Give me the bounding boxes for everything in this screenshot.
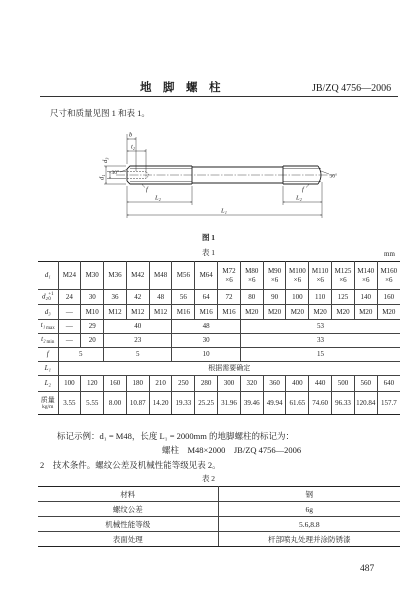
cell-line: M110 [311, 267, 329, 276]
table-cell [81, 290, 104, 305]
table-cell [81, 376, 104, 392]
table-cell [309, 376, 332, 392]
cell-line: 56 [179, 292, 187, 301]
cell-line: 640 [383, 379, 395, 388]
cell-line: — [65, 322, 73, 331]
cell-line: M48 [153, 271, 168, 280]
table-cell [58, 376, 81, 392]
table-cell [240, 320, 400, 334]
cell-line: M16 [176, 307, 190, 316]
cell-line: 42 [134, 292, 142, 301]
table2-item: 材料 [38, 487, 218, 502]
row-label-subscript: min [46, 339, 55, 345]
row-label-d3 [38, 305, 58, 320]
cell-line: 64 [202, 292, 210, 301]
cell-line: M20 [290, 307, 304, 316]
table-cell [172, 262, 195, 290]
row-label-text: f [46, 350, 49, 359]
table-row-f [38, 348, 400, 362]
table-cell [263, 305, 286, 320]
cell-line: ×6 [225, 275, 233, 284]
table-cell [81, 320, 104, 334]
cell-line: M20 [267, 307, 282, 316]
table-cell [286, 392, 309, 415]
table-row [38, 487, 400, 502]
cell-line: M80 [245, 267, 259, 276]
cell-line: 180 [132, 379, 144, 388]
table-cell [309, 305, 332, 320]
row-label-text: d₂ [41, 292, 48, 301]
table1-caption: 表 1 [201, 248, 216, 257]
table-cell [354, 290, 377, 305]
cell-line: 25.25 [198, 398, 215, 407]
cell-line: 140 [360, 292, 371, 301]
cell-line: 10 [202, 350, 210, 359]
table-cell [240, 334, 400, 348]
table-cell [104, 392, 127, 415]
cell-line: 5.55 [86, 398, 99, 407]
cell-line: 39.46 [243, 398, 260, 407]
row-label-mass [38, 392, 58, 415]
cell-line: M12 [131, 307, 145, 316]
cell-line: M36 [108, 271, 122, 280]
table-cell [58, 305, 81, 320]
label-b: b [129, 131, 133, 139]
table-cell [286, 262, 309, 290]
table-cell [81, 334, 104, 348]
table-row-t1max [38, 320, 400, 334]
cell-line: 5 [79, 350, 83, 359]
cell-line: 280 [200, 379, 212, 388]
table-cell [172, 376, 195, 392]
table2-value: 6g [218, 502, 400, 517]
cell-line: M140 [357, 267, 375, 276]
table-cell [126, 262, 149, 290]
top-extension-lines [127, 131, 146, 171]
cell-line: M56 [176, 271, 190, 280]
cell-line: 14.20 [152, 398, 169, 407]
table-cell [377, 376, 400, 392]
dimension-table-body [38, 262, 400, 415]
table-row-t2min [38, 334, 400, 348]
table-cell [195, 290, 218, 305]
cell-line: 100 [64, 379, 75, 388]
cell-line: M90 [267, 267, 282, 276]
table-row-d2 [38, 290, 400, 305]
cell-line: ×6 [316, 275, 324, 284]
left-runout-leader [142, 185, 145, 188]
table-cell [104, 376, 127, 392]
cell-line: 300 [223, 379, 235, 388]
cell-line: 400 [292, 379, 303, 388]
cell-line: 74.60 [312, 398, 329, 407]
table-cell [58, 348, 104, 362]
table-cell [195, 305, 218, 320]
table-cell [104, 262, 127, 290]
table-cell [263, 262, 286, 290]
table-cell [332, 305, 355, 320]
table2-value: 5.6,8.8 [218, 517, 400, 532]
table-cell [377, 305, 400, 320]
label-angle-right: 30° [329, 173, 338, 180]
cell-line: M64 [199, 271, 213, 280]
cell-line: M42 [131, 271, 145, 280]
table-cell [240, 290, 263, 305]
cell-line: 3.55 [63, 398, 76, 407]
cell-line: M20 [336, 307, 350, 316]
table-cell [58, 334, 81, 348]
cell-line: 31.96 [221, 398, 237, 407]
table2-value: 杆部喷丸处理并涂防锈漆 [218, 532, 400, 547]
table-row [38, 517, 400, 532]
table-cell [218, 392, 241, 415]
label-d3: d₃ [102, 157, 109, 163]
table-cell [286, 376, 309, 392]
cell-line: M20 [313, 307, 327, 316]
table-cell [377, 392, 400, 415]
cell-line: M20 [382, 307, 396, 316]
cell-line: 48 [202, 322, 210, 331]
cell-line: 61.65 [289, 398, 306, 407]
cell-line: ×6 [293, 275, 302, 284]
cell-line: 80 [248, 292, 256, 301]
cell-line: M16 [199, 307, 213, 316]
table2-item: 表面处理 [38, 532, 218, 547]
label-t2: t₂ [131, 143, 136, 151]
cell-line: 560 [360, 379, 371, 388]
table-row [38, 532, 400, 547]
table-row-L1 [38, 362, 400, 376]
cell-line: ×6 [385, 275, 393, 284]
table-cell [263, 376, 286, 392]
cell-line: M24 [62, 271, 77, 280]
intro-text: 尺寸和质量见图 1 和表 1。 [50, 108, 150, 118]
table-cell [58, 290, 81, 305]
cell-line: 30 [88, 292, 96, 301]
table-cell [218, 305, 241, 320]
cell-line: 10.87 [129, 398, 146, 407]
table-cell [354, 305, 377, 320]
table-cell [149, 392, 172, 415]
cell-line: M30 [85, 271, 99, 280]
row-label-d1 [38, 262, 58, 290]
table-cell [286, 290, 309, 305]
cell-line: 53 [316, 322, 324, 331]
row-label-subscript: max [46, 325, 55, 331]
row-label-text: t₁ [40, 321, 46, 330]
table-cell [58, 320, 81, 334]
figure-caption: 图 1 [201, 233, 216, 242]
row-label-L1 [38, 362, 58, 376]
header-rule [40, 96, 398, 97]
table-row-mass [38, 392, 400, 415]
cell-line: 48 [157, 292, 165, 301]
cell-line: M12 [108, 307, 122, 316]
table-cell [195, 392, 218, 415]
table-cell [309, 262, 332, 290]
page-number: 487 [360, 564, 375, 574]
section-2-text: 2 技术条件。螺纹公差及机械性能等级见表 2。 [40, 460, 221, 470]
row-label-text: d₃ [44, 307, 51, 316]
table-cell [58, 392, 81, 415]
cell-line: 360 [269, 379, 280, 388]
tolerance-lower: 0 [48, 297, 51, 302]
table-row-d1 [38, 262, 400, 290]
right-runout-leader [306, 185, 309, 188]
cell-line: M100 [289, 267, 306, 276]
row-label-t2min [38, 334, 58, 348]
table-cell [104, 305, 127, 320]
table-cell [240, 262, 263, 290]
table-cell [149, 262, 172, 290]
table-row-L2 [38, 376, 400, 392]
cell-line: 49.94 [266, 398, 283, 407]
marking-example-line1: 标记示例：d₁ = M48，长度 L₁ = 2000mm 的地脚螺柱的标记为： [57, 431, 294, 441]
row-label-d2 [38, 290, 58, 305]
cell-line: M160 [380, 267, 398, 276]
cell-line: 160 [109, 379, 121, 388]
cell-line: 500 [337, 379, 349, 388]
table2-item: 螺纹公差 [38, 502, 218, 517]
cell-line: 120.84 [356, 398, 376, 407]
table-cell [104, 348, 172, 362]
cell-line: — [65, 336, 73, 345]
row-label-text: L₂ [44, 379, 51, 388]
cell-line: 33 [316, 336, 324, 345]
marking-example-line2: 螺柱 M48×2000 JB/ZQ 4756—2006 [162, 445, 302, 455]
figure-1-drawing [90, 125, 350, 225]
table-cell [240, 305, 263, 320]
table-cell [218, 262, 241, 290]
label-d1: d₁ [98, 174, 106, 180]
table-cell [149, 290, 172, 305]
table-cell [126, 376, 149, 392]
label-L2-left: L₂ [155, 194, 161, 202]
table-cell [172, 334, 240, 348]
cell-line: 157.7 [380, 398, 397, 407]
tolerance-upper: +1 [48, 292, 54, 297]
table-cell [172, 320, 240, 334]
table-cell [332, 392, 355, 415]
page-title: 地 脚 螺 柱 [140, 82, 221, 94]
table2-value: 钢 [218, 487, 400, 502]
cell-line: 440 [314, 379, 326, 388]
row-label-unit: kg/m [42, 403, 54, 410]
cell-line: M10 [85, 307, 99, 316]
table-cell [58, 362, 400, 376]
table-cell [309, 392, 332, 415]
technical-conditions-table [38, 486, 400, 547]
cell-line: 120 [86, 379, 98, 388]
dimension-table [38, 261, 400, 415]
table-cell [149, 376, 172, 392]
table-cell [104, 320, 172, 334]
table-cell [332, 262, 355, 290]
table-cell [58, 262, 81, 290]
row-label-text: L₁ [44, 364, 51, 373]
table-cell [332, 290, 355, 305]
label-L2-right: L₂ [296, 194, 302, 202]
label-L1: L₁ [221, 207, 227, 215]
standard-number: JB/ZQ 4756—2006 [312, 83, 392, 94]
cell-line: 36 [111, 292, 119, 301]
table-cell [104, 334, 172, 348]
cell-line: 320 [246, 379, 258, 388]
table-cell [126, 290, 149, 305]
cell-line: ×6 [362, 275, 370, 284]
cell-line: 40 [134, 322, 142, 331]
cell-line: 90 [271, 292, 279, 301]
cell-line: 15 [316, 350, 324, 359]
table-cell [263, 290, 286, 305]
table-cell [354, 262, 377, 290]
table-cell [81, 305, 104, 320]
cell-line: 19.33 [175, 398, 192, 407]
table2-caption: 表 2 [201, 474, 216, 483]
cell-line: 24 [65, 292, 73, 301]
table-cell [286, 305, 309, 320]
cell-line: M72 [222, 267, 236, 276]
cell-line: 160 [383, 292, 395, 301]
cell-line: 96.33 [335, 398, 351, 407]
row-label-text: t₂ [41, 335, 46, 344]
cell-line: 125 [337, 292, 349, 301]
cell-line: 110 [315, 292, 326, 301]
cell-line: M125 [334, 267, 352, 276]
table-cell [377, 290, 400, 305]
label-f-right: f [302, 186, 304, 193]
row-label-L2 [38, 376, 58, 392]
table-cell [195, 262, 218, 290]
cell-line: 72 [225, 292, 233, 301]
table-cell [81, 392, 104, 415]
cell-line: 8.00 [108, 398, 122, 407]
row-label-t1max [38, 320, 58, 334]
cell-line: ×6 [248, 275, 256, 284]
cell-line: 100 [292, 292, 303, 301]
cell-line: 5 [136, 350, 140, 359]
table-cell [240, 376, 263, 392]
cell-line: 23 [134, 336, 142, 345]
table-row [38, 502, 400, 517]
table-cell [172, 290, 195, 305]
right-angle-leader [321, 171, 329, 174]
table-cell [263, 392, 286, 415]
row-label-text: 质量 [40, 395, 55, 404]
cell-line: M16 [222, 307, 236, 316]
table-cell [332, 376, 355, 392]
table-cell [377, 262, 400, 290]
table-cell [172, 392, 195, 415]
table-cell [172, 305, 195, 320]
cell-line: M20 [359, 307, 373, 316]
row-label-f [38, 348, 58, 362]
row-label-text: d₁ [44, 271, 51, 280]
table-cell [218, 290, 241, 305]
table-cell [81, 262, 104, 290]
table-cell [354, 376, 377, 392]
tolerance-stack [48, 292, 53, 302]
cell-line: 29 [88, 322, 96, 331]
cell-line: ×6 [270, 275, 279, 284]
table-cell [240, 348, 400, 362]
table-cell [218, 376, 241, 392]
table-row-d3 [38, 305, 400, 320]
cell-line: M20 [245, 307, 259, 316]
cell-line: 250 [178, 379, 189, 388]
cell-line: 210 [155, 379, 166, 388]
table-cell [309, 290, 332, 305]
cell-line: 根据需要确定 [208, 364, 251, 373]
cell-line: ×6 [339, 275, 347, 284]
cell-line: 30 [202, 336, 210, 345]
label-f-left: f [146, 186, 148, 193]
table-cell [240, 392, 263, 415]
cell-line: — [65, 307, 73, 316]
label-angle-left: 30° [111, 170, 120, 176]
table-cell [149, 305, 172, 320]
table2-item: 机械性能等级 [38, 517, 218, 532]
table-cell [126, 305, 149, 320]
cell-line: 20 [88, 336, 96, 345]
table-cell [195, 376, 218, 392]
table-cell [172, 348, 240, 362]
table-cell [126, 392, 149, 415]
table-cell [104, 290, 127, 305]
cell-line: M12 [153, 307, 168, 316]
table-cell [354, 392, 377, 415]
table1-unit: mm [384, 250, 395, 258]
